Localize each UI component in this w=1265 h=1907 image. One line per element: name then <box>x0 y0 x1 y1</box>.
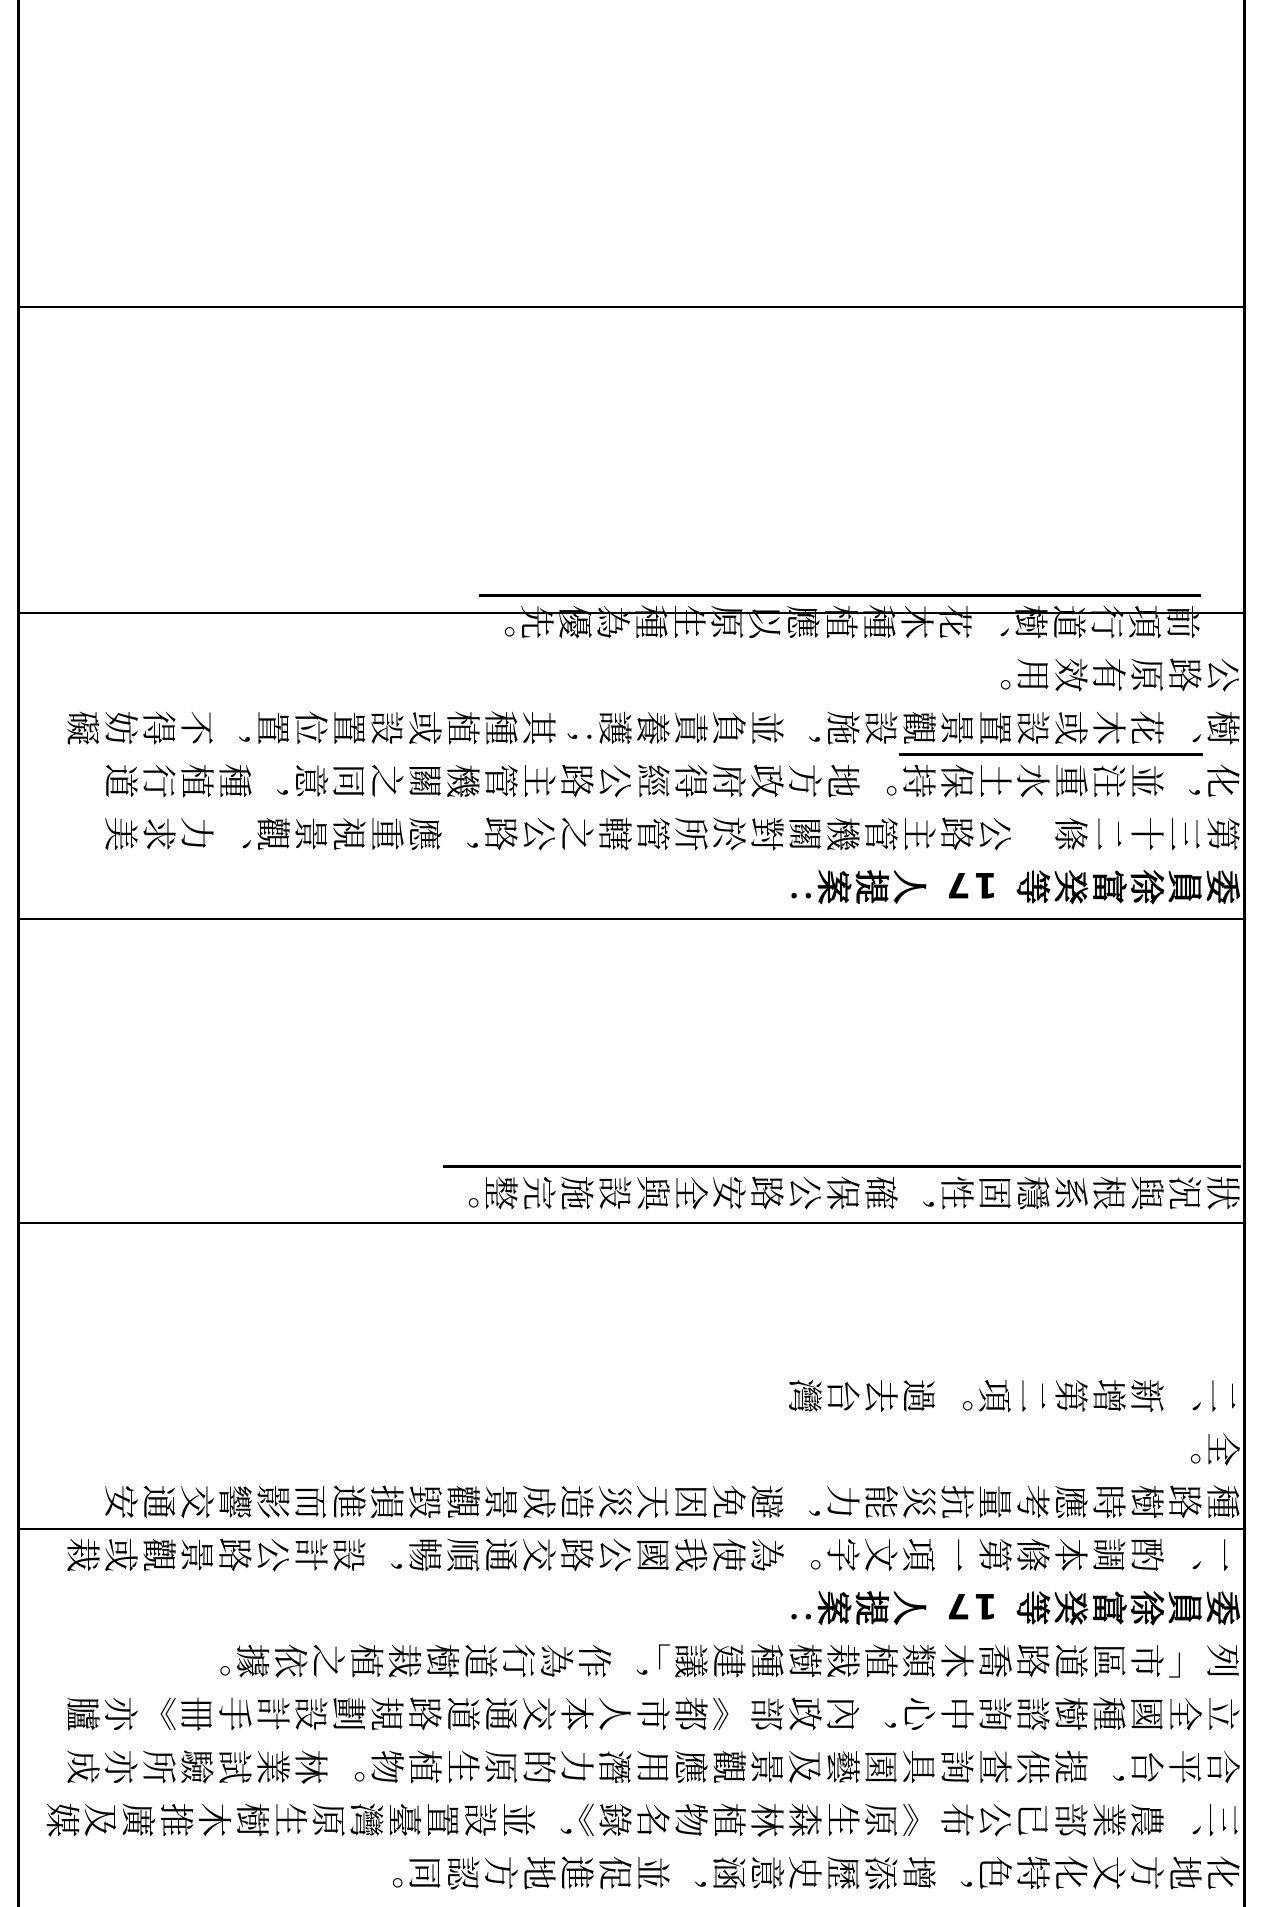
column-separator <box>18 1222 1246 1224</box>
explanation-item-1: 一、酌調本條第一項文字。為使我國公路交通順暢，設計公路景觀或栽種路樹時應考量抗災能力，避免因天災造成景觀毀損進而影響交通安全。 <box>63 1426 1241 1572</box>
proposer-heading: 委員徐富癸等 17 人提案： <box>775 864 1241 904</box>
proposer-heading-2: 委員徐富癸等 17 人提案： <box>775 1585 1241 1625</box>
column-separator <box>18 306 1246 308</box>
remark-continuation-cell <box>26 926 1241 1216</box>
bottom-rule <box>17 0 20 1907</box>
column-separator <box>18 918 1246 920</box>
article-text-1: 公路主管機關對於所管轄之公路，應重視景觀、力求美化 <box>101 758 1241 851</box>
article-label: 第三十二條 <box>1051 811 1241 851</box>
proposed-article-cell <box>26 320 1241 910</box>
top-rule <box>1243 0 1246 1907</box>
explanation-item-2: 二、新增第二項。過去台灣 <box>785 1373 1241 1413</box>
article-paragraph-2: 前項行道樹、花木種植應以原生種為優先。 <box>479 599 1201 639</box>
article-text-amended: ，並注重水土保持 <box>899 758 1203 798</box>
explanation-continued: 化地方文化特色，增添歷史意涵，並促進地方認同。 <box>367 1850 1241 1890</box>
explanation-cell <box>26 1373 1241 1896</box>
explanation-item-3: 三、農業部已公布《原生森林植物名錄》，並設置臺灣原生樹木推廣及媒合平台，提供查詢具園藝及景觀應用潛力的原生植物。林業試驗所亦成立全國種樹諮詢中心，內政部《都市人本交通道路規劃設計手冊》亦臚列「市區道路喬木類植栽樹種建議」，作為行道樹栽植之依據。 <box>42 1638 1241 1837</box>
article-text-2: 。地方政府得經公路主管機關之同意，種植行道樹、花木或設置景觀設施，並負責養護；其種植或設置位置，不得妨礙公路原有效用。 <box>63 652 1241 798</box>
remark-text: 狀況與根系穩固性，確保公路安全與設施完整。 <box>443 1170 1241 1210</box>
